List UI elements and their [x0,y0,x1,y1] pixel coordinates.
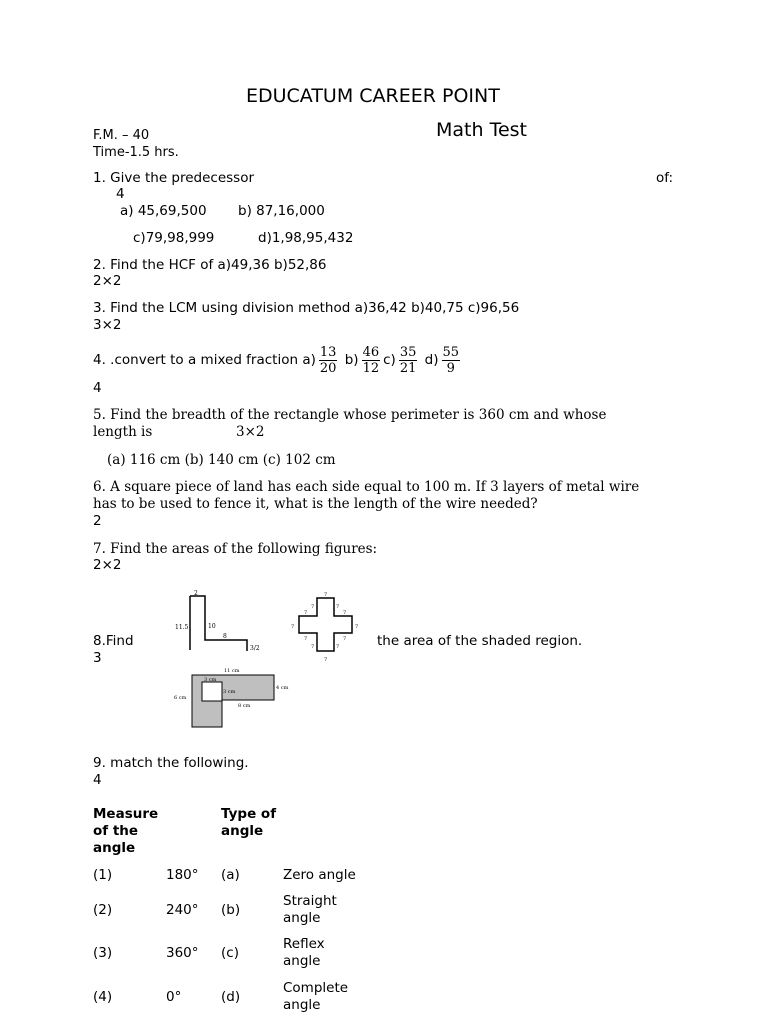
match-row-4-letter: (d) [221,989,241,1005]
question-6-line-1: 6. A square piece of land has each side equal to 100 m. If 3 layers of metal wire [93,479,640,495]
question-2-marks: 2×2 [93,273,122,289]
shaded-left-label: 6 cm [174,695,187,701]
question-9: 9. match the following. [93,755,249,771]
l-shape-left-label: 11.5 [175,624,189,631]
cross-label-3: 7 [336,604,340,610]
question-8-left: 8.Find [93,633,134,649]
cross-label-6: 7 [291,624,295,630]
column-header-measure-1: Measure [93,806,159,822]
fraction-b: $\frac{46}{12}$ [362,344,380,376]
cross-label-9: 7 [343,636,347,642]
match-row-4-measure: 0° [166,989,182,1005]
question-5-line-2: length is [93,424,153,440]
shaded-right-label: 4 cm [276,685,289,691]
match-row-4-type-line-2: angle [283,997,321,1013]
cross-label-10: 7 [311,644,315,650]
match-row-3-measure: 360° [166,945,199,961]
question-7: 7. Find the areas of the following figures: [93,541,378,557]
question-4-d-label: d) [424,352,439,368]
cross-label-12: 7 [324,657,328,663]
fraction-d: $\frac{55}{9}$ [442,344,460,376]
question-1-option-c: c)79,98,999 [133,230,215,246]
match-row-3-type-line-2: angle [283,953,321,969]
cross-label-4: 7 [343,610,347,616]
question-5-marks: 3×2 [236,424,265,440]
test-name: Math Test [436,119,527,141]
question-6-marks: 2 [93,513,102,529]
column-header-type-1: Type of [221,806,277,822]
cross-label-5: 7 [304,610,308,616]
question-4-text: 4. .convert to a mixed fraction a) [93,352,316,368]
question-1-option-a: a) 45,69,500 [120,203,207,219]
match-row-3-letter: (c) [221,945,239,961]
column-header-type-2: angle [221,823,264,839]
question-1-of: of: [656,170,674,186]
full-marks: F.M. – 40 [93,128,150,143]
shaded-top-label: 11 cm [224,668,240,674]
question-8-right: the area of the shaded region. [377,633,583,649]
question-5-line-1: 5. Find the breadth of the rectangle whose perimeter is 360 cm and whose [93,407,607,423]
question-4 [93,343,463,377]
cross-label-2: 7 [311,604,315,610]
match-row-2-num: (2) [93,902,113,918]
cross-label-11: 7 [336,644,340,650]
l-shape-end-label: 3/2 [250,645,260,652]
shaded-square-label-1: 3 cm [204,677,217,683]
column-header-measure-3: angle [93,840,136,856]
match-row-2-type-line-1: Straight [283,893,337,909]
fraction-c: $\frac{35}{21}$ [399,344,417,376]
question-4-b-label: b) [344,352,359,368]
match-row-4-num: (4) [93,989,113,1005]
match-row-1-type: Zero angle [283,867,356,883]
shaded-region-figure [168,665,296,729]
match-row-2-measure: 240° [166,902,199,918]
question-8-marks: 3 [93,650,102,666]
question-1-option-d: d)1,98,95,432 [258,230,354,246]
cross-label-1: 7 [324,592,328,598]
match-row-3-type-line-1: Reflex [283,936,325,952]
question-7-marks: 2×2 [93,557,122,573]
match-row-2-letter: (b) [221,902,241,918]
question-1: 1. Give the predecessor [93,170,255,186]
cross-label-8: 7 [304,636,308,642]
shaded-square-label-2: 3 cm [223,689,236,695]
match-row-2-type-line-2: angle [283,910,321,926]
question-3-marks: 3×2 [93,317,122,333]
question-1-marks: 4 [116,186,125,202]
question-3: 3. Find the LCM using division method a)36,42 b)40,75 c)96,56 [93,300,520,316]
l-shape-top-label: 2 [194,590,198,597]
column-header-measure-2: of the [93,823,139,839]
question-1-option-b: b) 87,16,000 [238,203,325,219]
cross-figure [288,588,368,664]
question-4-c-label: c) [383,352,396,368]
match-row-4-type-line-1: Complete [283,980,349,996]
page-title: EDUCATUM CAREER POINT [246,85,500,107]
question-6-line-2: has to be used to fence it, what is the length of the wire needed? [93,496,538,512]
fraction-a: $\frac{13}{20}$ [319,344,337,376]
question-5-options: (a) 116 cm (b) 140 cm (c) 102 cm [107,452,336,468]
cross-label-7: 7 [355,624,359,630]
l-shape-base-label: 8 [223,633,227,640]
shaded-bottom-label: 8 cm [238,703,251,709]
l-shape-figure [165,586,265,656]
question-9-marks: 4 [93,772,102,788]
match-row-1-letter: (a) [221,867,240,883]
match-row-3-num: (3) [93,945,113,961]
time-allowed: Time-1.5 hrs. [93,145,179,160]
question-2: 2. Find the HCF of a)49,36 b)52,86 [93,257,327,273]
match-row-1-measure: 180° [166,867,199,883]
l-shape-inner-label: 10 [208,623,216,630]
question-4-marks: 4 [93,380,102,396]
match-row-1-num: (1) [93,867,113,883]
